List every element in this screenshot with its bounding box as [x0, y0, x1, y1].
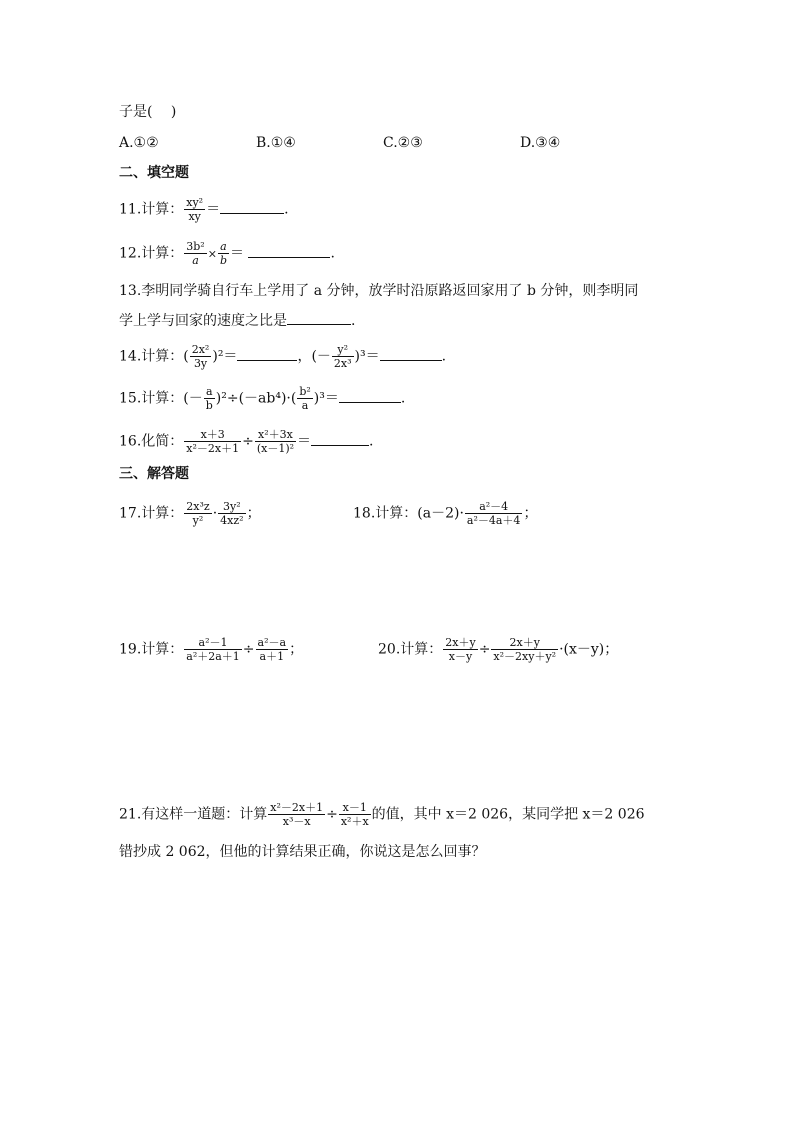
- q20-f1-den: x－y: [448, 650, 473, 663]
- section-2-title: 二、填空题: [119, 165, 189, 181]
- q15-f2-num: b²: [299, 385, 311, 398]
- q18-num: a²－4: [465, 500, 523, 514]
- q20-div: ÷: [478, 641, 491, 658]
- q15-fraction-2: [297, 385, 312, 412]
- q19-label: 19.计算：: [119, 641, 184, 658]
- q17-label: 17.计算：: [119, 505, 184, 522]
- q18-label: 18.计算：: [353, 505, 418, 522]
- q11-answer-blank[interactable]: [220, 199, 284, 214]
- q16-f1-num: x＋3: [184, 428, 241, 442]
- q19-f1-den: a²＋2a＋1: [186, 650, 240, 663]
- q12-label: 12.计算：: [119, 245, 184, 262]
- question-17: [119, 500, 261, 527]
- q12-f2-num: a: [218, 240, 229, 254]
- q13-line-2: [119, 310, 355, 331]
- q13-answer-blank[interactable]: [287, 310, 351, 325]
- q14-sep: ，: [297, 348, 312, 365]
- q12-times: ×: [207, 247, 217, 261]
- question-20: [378, 636, 618, 663]
- q16-fraction-2: [255, 428, 296, 455]
- q15-p1-open: (－: [183, 390, 203, 407]
- q15-fraction-1: [204, 385, 215, 412]
- q20-post: ·(x－y)；: [559, 641, 619, 658]
- q14-f2-num: y²: [332, 343, 354, 357]
- q18-pre: (a－2)·: [417, 505, 464, 522]
- q14-end: .: [441, 348, 447, 365]
- q13-line-2-text: 学上学与回家的速度之比是: [119, 313, 287, 329]
- q12-eq: ＝: [229, 245, 244, 262]
- q16-label: 16.化简：: [119, 433, 184, 450]
- q21-f1-num: x²－2x＋1: [270, 801, 324, 814]
- q16-div: ÷: [242, 433, 254, 450]
- q16-f2-num: x²＋3x: [255, 428, 296, 442]
- q18-den: a²－4a＋4: [466, 514, 521, 527]
- q14-f1-num: 2x²: [191, 343, 210, 356]
- q20-fraction-2: [491, 636, 558, 663]
- q14-f1-den: 3y: [193, 357, 208, 370]
- q19-f1-num: a²－1: [184, 636, 242, 650]
- q15-label: 15.计算：: [119, 390, 184, 407]
- q12-f1-num: 3b²: [186, 240, 205, 253]
- q11-end: .: [284, 201, 289, 218]
- q19-fraction-2: [256, 636, 289, 663]
- section-3-title: 三、解答题: [119, 466, 189, 482]
- q12-answer-blank[interactable]: [248, 243, 330, 258]
- q15-f2-den: a: [301, 399, 309, 412]
- q16-fraction-1: [184, 428, 241, 455]
- q14-fraction-2: [332, 343, 354, 370]
- question-16: [119, 428, 373, 455]
- q15-f1-den: b: [205, 399, 213, 412]
- q13-end: .: [351, 313, 356, 329]
- question-21-line-1: [119, 801, 645, 828]
- q20-f2-den: x²－2xy＋y²: [493, 650, 557, 663]
- q10-tail: 子是( ): [119, 104, 177, 120]
- q20-f1-num: 2x＋y: [445, 636, 476, 649]
- q21-f2-num: x－1: [339, 801, 371, 815]
- q11-label: 11.计算：: [119, 201, 184, 218]
- q14-p1-close: )²＝: [212, 348, 238, 365]
- q10-option-d: D.③④: [520, 135, 561, 151]
- q17-fraction-1: [184, 500, 211, 527]
- q12-fraction-1: [184, 240, 206, 267]
- q20-f2-num: 2x＋y: [491, 636, 558, 650]
- q15-answer-blank[interactable]: [339, 388, 401, 403]
- q11-num: xy²: [186, 196, 204, 209]
- q14-p2-open: (－: [311, 348, 331, 365]
- q20-label: 20.计算：: [378, 641, 443, 658]
- question-11: [119, 196, 289, 223]
- q21-div: ÷: [326, 806, 338, 823]
- q16-eq: ＝: [297, 433, 312, 450]
- q19-div: ÷: [242, 641, 255, 658]
- q17-f2-num: 3y²: [218, 500, 245, 514]
- q14-f2-den: 2x³: [333, 357, 352, 370]
- q17-end: ；: [246, 505, 261, 522]
- q21-post: 的值，其中 x＝2 026，某同学把 x＝2 026: [371, 806, 645, 823]
- q16-f2-den: (x－1)²: [256, 442, 295, 455]
- q14-p2-close: )³＝: [354, 348, 380, 365]
- question-19: [119, 636, 303, 663]
- q21-f2-den: x²＋x: [340, 815, 369, 828]
- q11-fraction: [184, 196, 205, 223]
- q12-end: .: [330, 245, 335, 262]
- q21-pre: 21.有这样一道题：计算: [119, 806, 268, 823]
- question-18: [353, 500, 537, 527]
- q21-fraction-1: [268, 801, 325, 828]
- q19-end: ；: [289, 641, 304, 658]
- q15-middle: )²÷(－ab⁴)·(: [215, 390, 297, 407]
- q12-fraction-2: [218, 240, 229, 267]
- question-15: [119, 385, 405, 412]
- q17-f2-den: 4xz²: [220, 514, 244, 527]
- q21-f1-den: x³－x: [282, 815, 311, 828]
- question-21-line-2: 错抄成 2 062，但他的计算结果正确，你说这是怎么回事？: [119, 844, 486, 860]
- q14-fraction-1: [190, 343, 212, 370]
- q19-f2-den: a＋1: [259, 650, 285, 663]
- q15-end: .: [400, 390, 406, 407]
- q14-answer-blank-2[interactable]: [380, 346, 442, 361]
- q15-f1-num: a: [204, 385, 215, 399]
- q14-label: 14.计算：: [119, 348, 184, 365]
- q11-eq: ＝: [206, 201, 221, 218]
- q15-p2-close: )³＝: [313, 390, 339, 407]
- q18-fraction: [465, 500, 523, 527]
- q19-fraction-1: [184, 636, 242, 663]
- q19-f2-num: a²－a: [257, 636, 287, 649]
- q10-option-a: A.①②: [119, 135, 159, 151]
- question-14: [119, 343, 446, 370]
- q14-answer-blank-1[interactable]: [237, 346, 297, 361]
- q17-dot: ·: [212, 505, 218, 522]
- q21-fraction-2: [339, 801, 371, 828]
- q10-option-b: B.①④: [256, 135, 296, 151]
- q17-f1-num: 2x³z: [186, 500, 210, 513]
- question-12: [119, 240, 335, 267]
- q12-f1-den: a: [192, 254, 199, 267]
- q17-f1-den: y²: [192, 514, 204, 527]
- q13-line-1: 13.李明同学骑自行车上学用了 a 分钟，放学时沿原路返回家用了 b 分钟，则李明同: [119, 283, 639, 299]
- q18-end: ；: [523, 505, 538, 522]
- q16-end: .: [369, 433, 374, 450]
- q16-f1-den: x²－2x＋1: [186, 442, 240, 455]
- q20-fraction-1: [443, 636, 477, 663]
- q14-p1-open: (: [183, 348, 189, 365]
- q10-option-c: C.②③: [383, 135, 423, 151]
- q11-den: xy: [188, 210, 201, 223]
- q16-answer-blank[interactable]: [311, 431, 369, 446]
- q12-f2-den: b: [219, 254, 227, 267]
- q17-fraction-2: [218, 500, 245, 527]
